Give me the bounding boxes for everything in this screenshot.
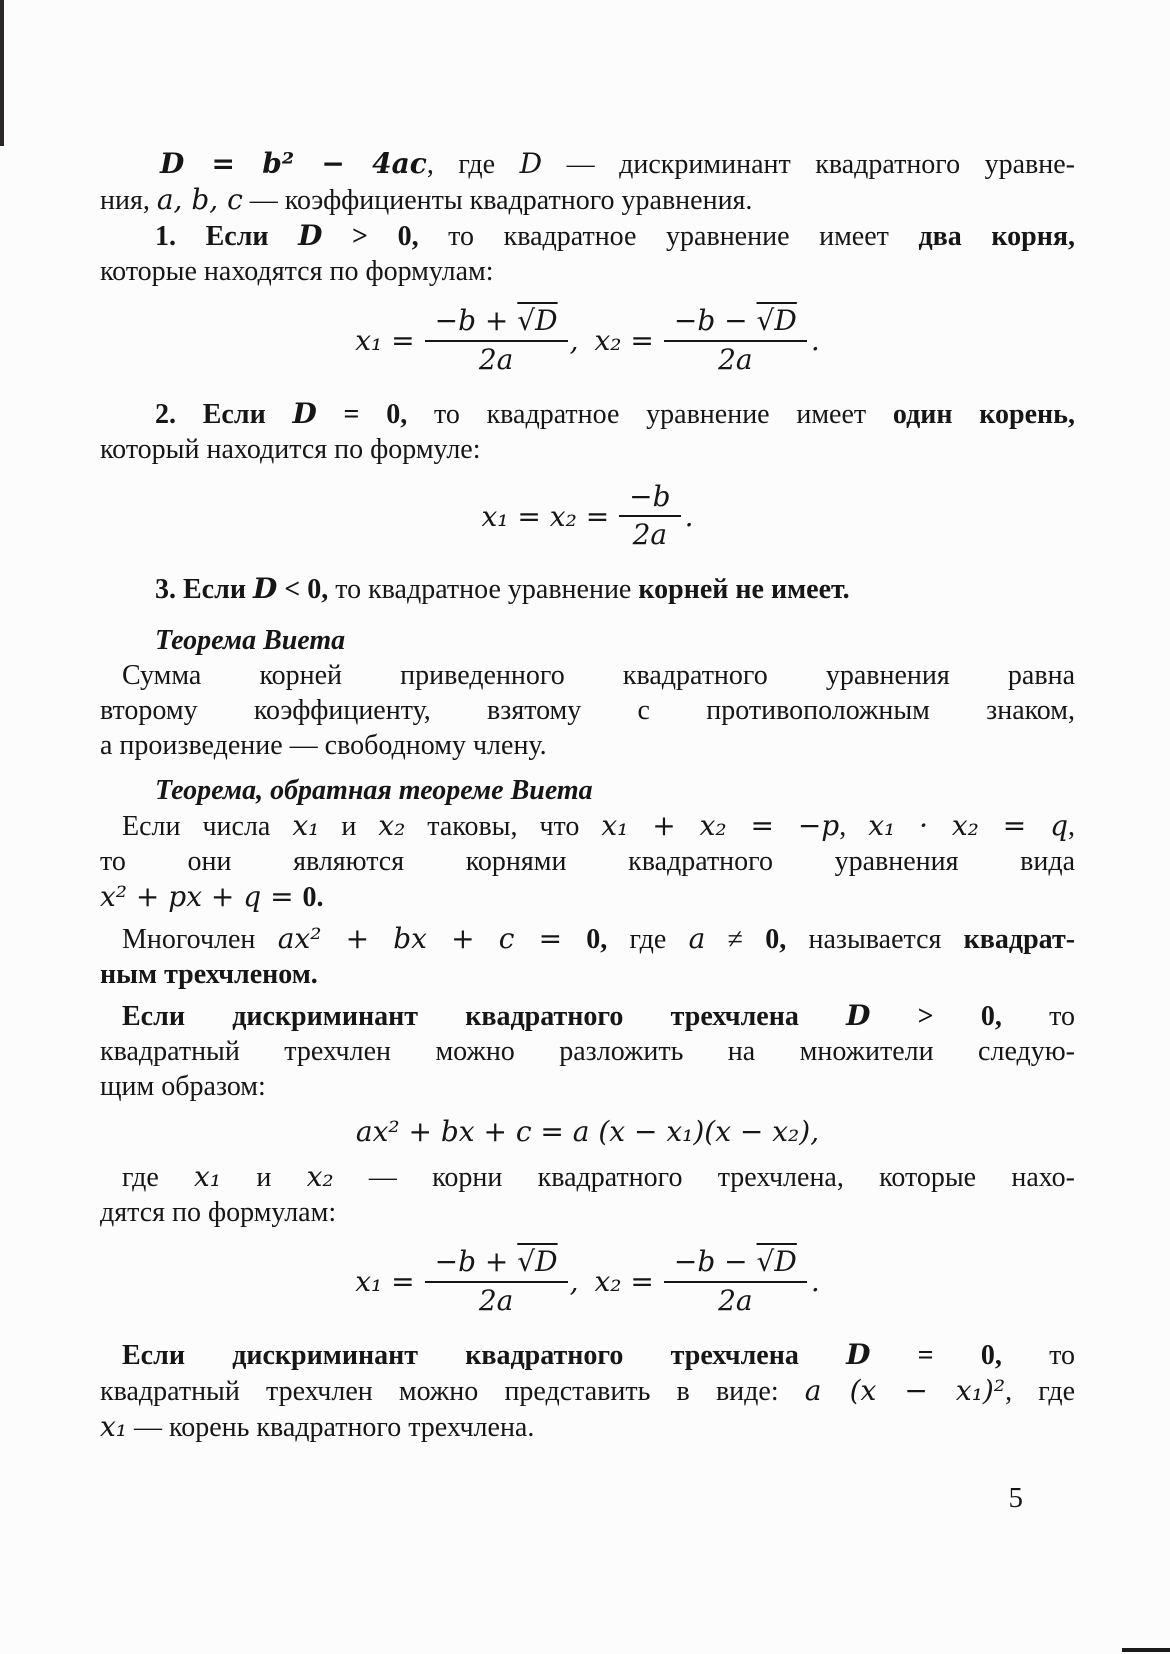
text-run: x₁ = [355, 1265, 415, 1298]
text-run: , [569, 1265, 579, 1298]
text-run: второму коэффициенту, взятому с противоположным знаком, [100, 695, 1075, 726]
text-line [100, 571, 1075, 607]
text-run: 0, [765, 924, 787, 955]
denominator: 2a [478, 343, 514, 376]
text-run: 1. Если [155, 221, 299, 252]
text-run: то квадратное уравнение имеет [407, 399, 893, 430]
text-run: квадратный трехчлен можно представить в виде: [100, 1376, 805, 1407]
denominator: 2a [718, 343, 753, 376]
text-line [100, 218, 1075, 254]
text-run: D [519, 147, 543, 180]
text-run: x₁ [292, 809, 320, 842]
text-run: 3. Если [155, 574, 253, 605]
text-line [100, 182, 1075, 218]
denominator: 2a [632, 518, 668, 551]
text-run: Если дискриминант квадратного трехчлена [122, 1340, 847, 1371]
text-line [100, 693, 1075, 728]
text-run: ния, [100, 185, 157, 216]
text-run: таковы, что [405, 811, 602, 842]
fraction [664, 303, 807, 378]
text-run: — дискриминант квадратного уравне- [542, 149, 1076, 180]
text-run: 0, [586, 924, 608, 955]
text-run: . [684, 499, 694, 533]
text-run: , где [1005, 1376, 1076, 1407]
text-run: > 0, [322, 221, 419, 252]
text-run: x₂ [378, 809, 406, 842]
text-line [100, 1069, 1075, 1104]
text-run: ным трехчленом. [100, 959, 318, 990]
text-block [100, 146, 1075, 1445]
text-run: , [569, 324, 579, 357]
text-run: x₁ · x₂ = q [868, 809, 1069, 842]
text-run: . [810, 324, 820, 357]
text-run: 2. Если [155, 399, 293, 430]
text-run: < 0, [277, 574, 329, 605]
text-run: = 0, [870, 1340, 1002, 1371]
text-line [100, 432, 1075, 467]
denominator: 2a [718, 1284, 753, 1317]
text-run: то квадратное уравнение имеет [418, 221, 919, 252]
text-run: — коэффициенты квадратного уравнения. [242, 185, 753, 216]
text-run: D [846, 1338, 871, 1371]
text-line [100, 957, 1075, 992]
text-run: x₁ = [355, 324, 415, 357]
text-line [100, 396, 1075, 432]
text-run: Многочлен [122, 924, 278, 955]
text-line [100, 1159, 1075, 1195]
text-run: щим образом: [100, 1071, 266, 1102]
text-run: a [688, 922, 706, 955]
text-run: 0. [302, 882, 324, 913]
text-run: , [1068, 811, 1076, 842]
text-run: , [839, 811, 869, 842]
text-run: один корень, [892, 399, 1075, 430]
text-run: x₁ [100, 1410, 128, 1443]
text-line [100, 998, 1075, 1034]
text-run: > 0, [870, 1001, 1002, 1032]
text-run: квадрат- [963, 924, 1076, 955]
text-run: Сумма корней приведенного квадратного уравнения равна [122, 660, 1075, 691]
text-run: D [252, 572, 278, 605]
text-line [100, 808, 1075, 844]
sqrt-radical: √D [517, 1245, 558, 1278]
scan-artifact-bottom [1122, 1648, 1170, 1652]
text-run: называется [786, 924, 964, 955]
text-run: то [1001, 1001, 1075, 1032]
text-run: , где [426, 149, 520, 180]
text-line [100, 254, 1075, 289]
text-run: — корень квадратного трехчлена. [127, 1412, 535, 1443]
text-run: x₁ + x₂ = −p [601, 809, 840, 842]
text-run: которые находятся по формулам: [100, 256, 494, 287]
formula-one-root [100, 475, 1075, 557]
text-line [100, 921, 1075, 957]
numerator: −b [619, 479, 680, 517]
text-run: Если числа [122, 811, 293, 842]
text-run: . [810, 1265, 820, 1298]
text-run: a, b, c [156, 183, 243, 216]
text-run: — корни квадратного трехчлена, которые нахо- [333, 1162, 1076, 1193]
numerator [664, 1244, 807, 1283]
text-run: и [221, 1162, 307, 1193]
text-line [100, 146, 1075, 182]
text-run: x₁ = x₂ = [481, 499, 610, 533]
text-run: где [122, 1162, 195, 1193]
text-run: D = b² − 4ac [160, 147, 427, 180]
text-line [100, 1409, 1075, 1445]
text-run: корней не имеет. [638, 574, 850, 605]
text-run: дятся по формулам: [100, 1197, 337, 1228]
text-run: два корня, [918, 221, 1075, 252]
text-run: то они являются корнями квадратного уравнения вида [100, 846, 1075, 877]
text-run: квадратный трехчлен можно разложить на множители следую- [100, 1036, 1075, 1067]
numerator [425, 1244, 568, 1283]
text-run: ax² + bx + c = a (x − x₁)(x − x₂), [355, 1115, 820, 1148]
text-run: ≠ [705, 924, 766, 955]
text-line [100, 1034, 1075, 1069]
section-heading-vieta: Теорема Виета [155, 625, 346, 656]
text-run: −b + [434, 1245, 518, 1278]
text-run: x₂ = [594, 1265, 654, 1298]
text-run: то квадратное уравнение [328, 574, 639, 605]
text-run: a (x − x₁)² [804, 1374, 1006, 1407]
text-run: D [298, 219, 323, 252]
text-run: −b − [673, 304, 757, 337]
formula-two-roots [100, 299, 1075, 382]
text-run: x² + px + q = [100, 880, 303, 913]
text-run: где [607, 924, 689, 955]
text-line [100, 1337, 1075, 1373]
text-run: x₂ [306, 1160, 334, 1193]
sqrt-radical: √D [756, 304, 797, 337]
text-line [100, 658, 1075, 693]
text-run: то [1001, 1340, 1075, 1371]
text-run: который находится по формуле: [100, 434, 481, 465]
text-run: x₂ = [594, 324, 654, 357]
sqrt-radical: √D [756, 1245, 797, 1278]
text-run: −b + [434, 304, 518, 337]
page-number: 5 [1008, 1482, 1023, 1514]
fraction [425, 303, 568, 378]
formula-two-roots-repeat [100, 1240, 1075, 1323]
sqrt-radical: √D [517, 304, 558, 337]
text-run: Если дискриминант квадратного трехчлена [122, 1001, 847, 1032]
text-line [100, 844, 1075, 879]
text-run: и [319, 811, 379, 842]
text-line [100, 1195, 1075, 1230]
scan-artifact-left [0, 0, 4, 146]
denominator: 2a [478, 1284, 514, 1317]
text-line [100, 728, 1075, 763]
text-line [100, 1373, 1075, 1409]
text-run: ax² + bx + c = [277, 922, 587, 955]
fraction [619, 479, 680, 553]
text-run: = 0, [316, 399, 408, 430]
numerator [425, 303, 568, 342]
text-run: −b − [673, 1245, 757, 1278]
section-heading-vieta-converse: Теорема, обратная теореме Виета [155, 775, 593, 806]
text-run: x₁ [194, 1160, 222, 1193]
text-run: D [846, 999, 871, 1032]
text-line [100, 879, 1075, 915]
numerator [664, 303, 807, 342]
fraction [664, 1244, 807, 1319]
text-run: D [292, 397, 317, 430]
fraction [425, 1244, 568, 1319]
text-run: а произведение — свободному члену. [100, 730, 547, 761]
formula-factorization [100, 1110, 1075, 1155]
